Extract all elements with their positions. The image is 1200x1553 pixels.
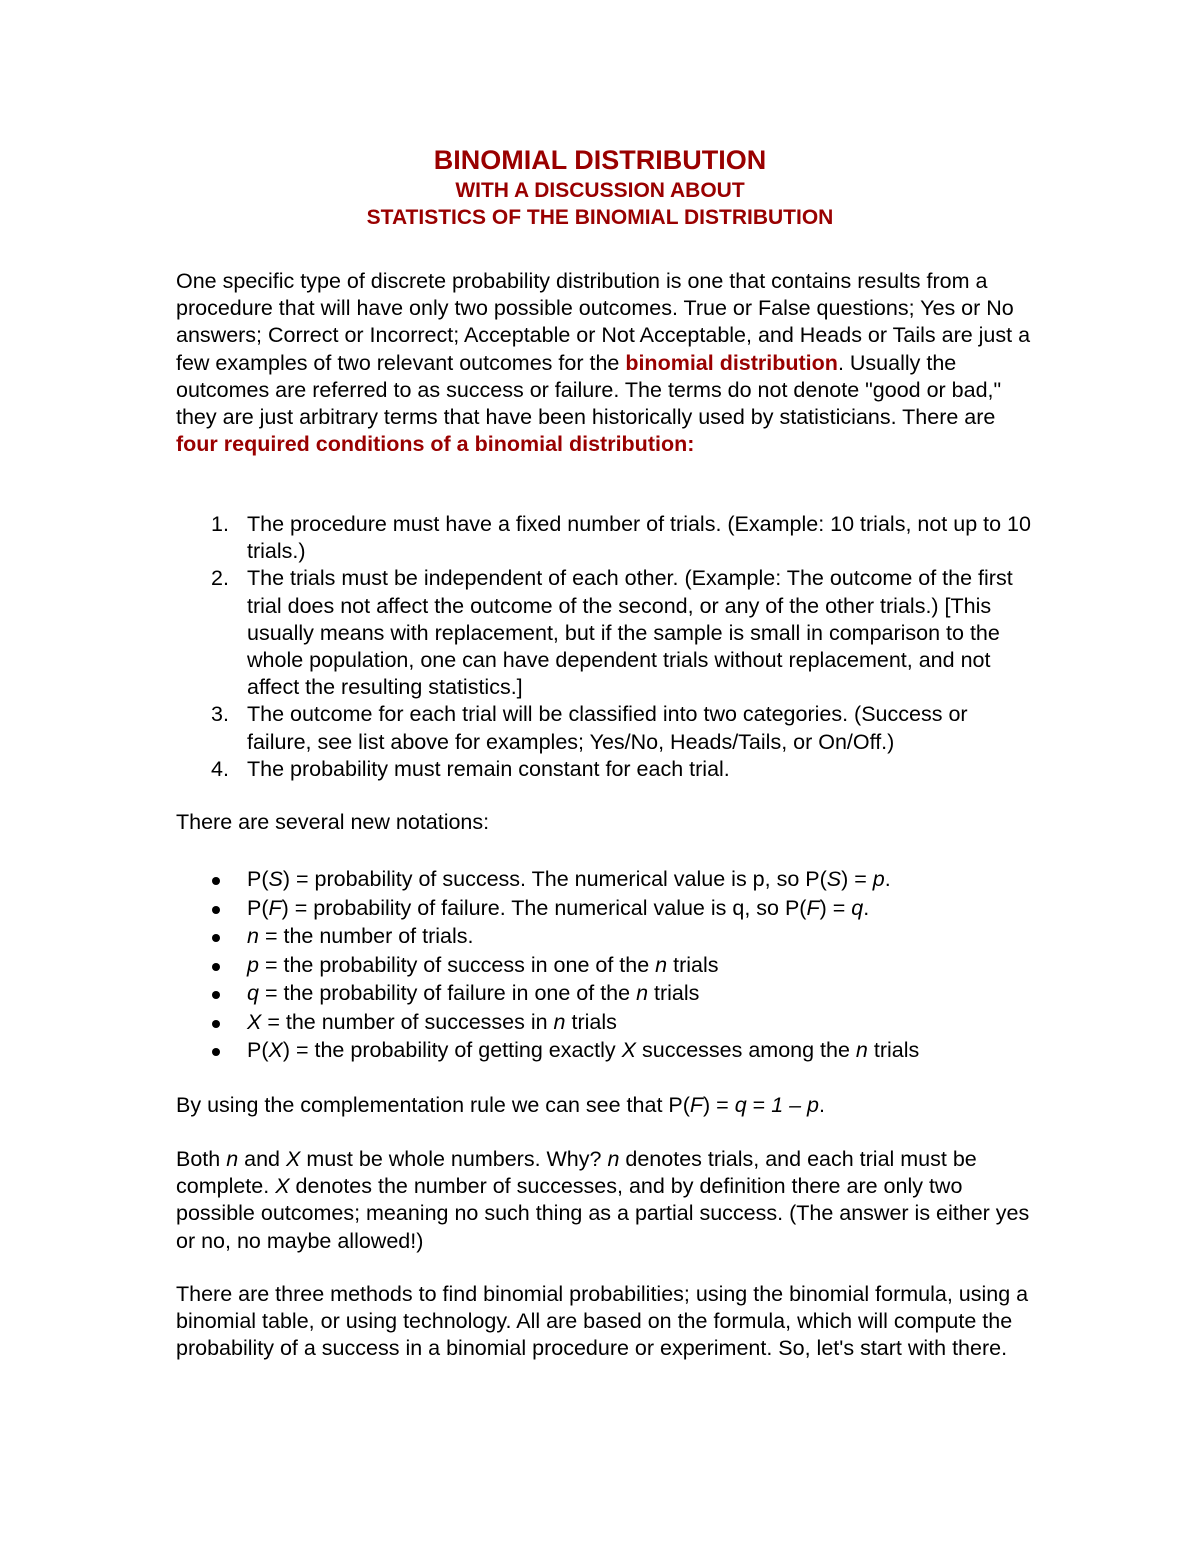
intro-highlight-binomial: binomial distribution [625,350,838,375]
list-item-text: The trials must be independent of each other. (Example: The outcome of the first trial does not affect the outcome of the second, or any of the other trials.) [This usually means with replacement, but if the sample is small in comparison to the whole population, one can have dependent trials without replacement, and not affect the resulting statistics.] [247,566,1013,700]
conditions-list [176,511,1036,783]
list-item [176,565,1036,701]
list-item: p = the probability of success in one of the n trials [176,952,1036,981]
list-item [176,756,1036,783]
notations-list [176,866,1036,1066]
list-item-text: The probability must remain constant for each trial. [247,756,730,781]
list-item: n = the number of trials. [176,923,1036,952]
bullet-icon [212,1048,220,1056]
document-title: BINOMIAL DISTRIBUTION [433,145,767,175]
bullet-icon [212,906,220,914]
intro-text-part1: One specific type of discrete probability distribution is one that contains results from a procedure that will have only two possible outcomes. True or False questions; Yes or No answers; Correct or Incorrect; Acceptable or Not Acceptable, and Heads or Tails are just a few examples of two relevant outcomes for the [176,269,1031,375]
list-item-number: 1. [211,512,229,536]
list-item: X = the number of successes in n trials [176,1009,1036,1038]
intro-highlight-conditions: four required conditions of a binomial distribution: [176,432,695,457]
document-subtitle-line1: WITH A DISCUSSION ABOUT [455,179,745,202]
methods-paragraph: There are three methods to find binomial probabilities; using the binomial formula, using a binomial table, or using technology. All are based on the formula, which will compute the probability of a success in a binomial procedure or experiment. So, let's start with there. [176,1282,1029,1361]
list-item: P(S) = probability of success. The numerical value is p, so P(S) = p. [176,866,1036,895]
list-item-number: 4. [211,756,229,781]
whole-numbers-paragraph: Both n and X must be whole numbers. Why? n denotes trials, and each trial must be complete. X denotes the number of successes, and by definition there are only two possible outcomes; meaning no such thing as a partial success. (The answer is either yes or no, no maybe allowed!) [176,1147,1030,1253]
list-item: q = the probability of failure in one of the n trials [176,980,1036,1009]
document-subtitle-line2: STATISTICS OF THE BINOMIAL DISTRIBUTION [366,206,834,229]
list-item-number: 3. [211,702,229,727]
intro-paragraph [176,268,1036,458]
bullet-icon [212,1020,220,1028]
list-item: P(X) = the probability of getting exactly X successes among the n trials [176,1037,1036,1066]
bullet-icon [212,877,220,885]
list-item [176,701,1036,755]
bullet-icon [212,934,220,942]
notations-intro: There are several new notations: [176,810,490,834]
bullet-icon [212,991,220,999]
list-item [176,511,1036,565]
list-item-text: The procedure must have a fixed number of trials. (Example: 10 trials, not up to 10 trials.) [247,512,1031,564]
list-item: P(F) = probability of failure. The numerical value is q, so P(F) = q. [176,895,1036,924]
bullet-icon [212,963,220,971]
list-item-text: The outcome for each trial will be classified into two categories. (Success or failure, see list above for examples; Yes/No, Heads/Tails, or On/Off.) [247,702,968,754]
intro-text-part2: . Usually the outcomes are referred to as success or failure. The terms do not denote "good or bad," they are just arbitrary terms that have been historically used by statisticians. There are [176,350,1002,430]
complement-rule-paragraph: By using the complementation rule we can see that P(F) = q = 1 – p. [176,1093,825,1117]
list-item-number: 2. [211,566,229,591]
